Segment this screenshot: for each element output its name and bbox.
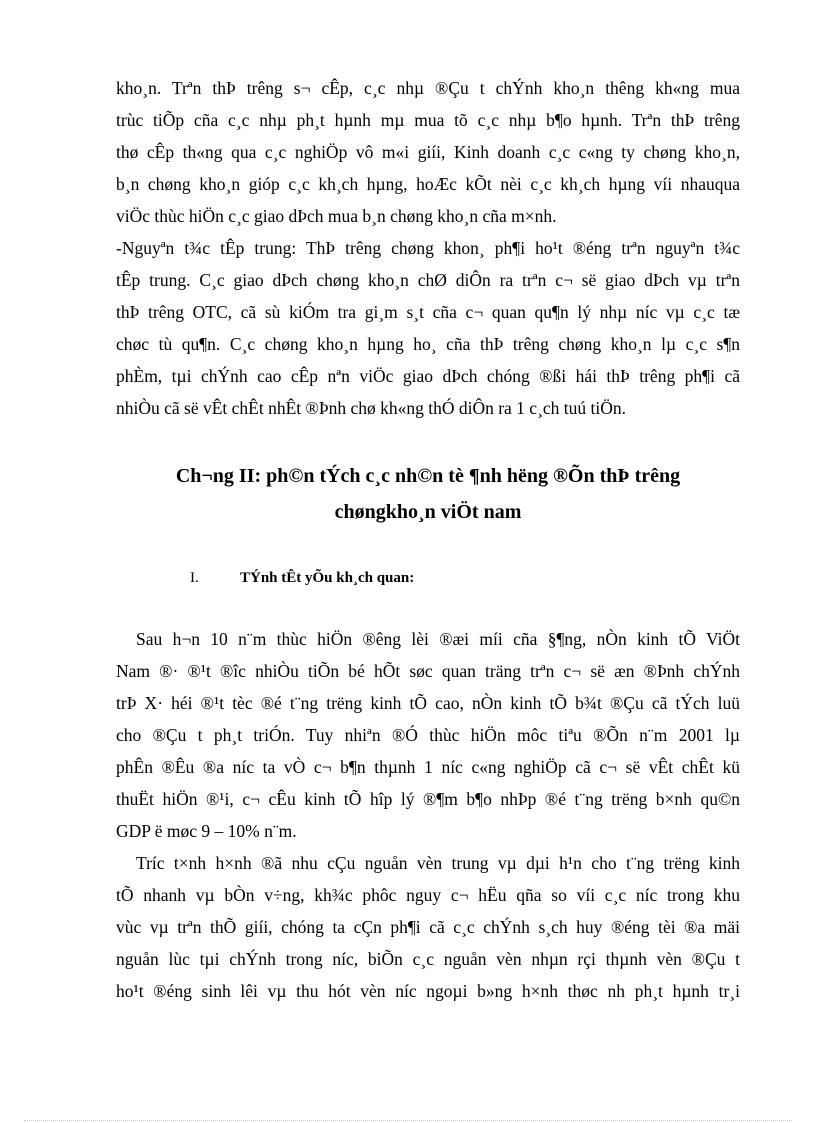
body-text-line: trùc tiÕp cña c¸c nhµ ph¸t hµnh mµ mua tõ c¸c nhµ b¶o hµnh. Trªn thÞ trêng	[116, 110, 740, 130]
body-text-line: trÞ X· héi ®¹t tèc ®é t¨ng trëng kinh tÕ cao, nÒn kinh tÕ b¾t ®Çu cã tÝch luü	[116, 693, 740, 713]
body-text-line: viÖc thùc hiÖn c¸c giao dÞch mua b¸n chøng kho¸n cña m×nh.	[116, 206, 557, 226]
body-text-line: tÕ nhanh vµ bÒn v÷ng, kh¾c phôc nguy c¬ hËu qña so víi c¸c níc trong khu	[116, 885, 740, 905]
body-text-line: thø cÊp th«ng qua c¸c nghiÖp vô m«i giíi, Kinh doanh c¸c c«ng ty chøng kho¸n,	[116, 142, 740, 162]
body-text-line: thuËt hiÖn ®¹i, c¬ cÊu kinh tÕ hîp lý ®¶m b¶o nhÞp ®é t¨ng trëng b×nh qu©n	[116, 789, 740, 809]
body-text-line: chøc tù qu¶n. C¸c chøng kho¸n hµng ho¸ cña thÞ trêng chøng kho¸n lµ c¸c s¶n	[116, 334, 740, 354]
body-text-line: b¸n chøng kho¸n gióp c¸c kh¸ch hµng, hoÆc kÕt nèi c¸c kh¸ch hµng víi nhauqua	[116, 174, 740, 194]
chapter-heading-line: chøngkho¸n viÖt nam	[334, 501, 522, 523]
body-text-line: nguån lùc tµi chÝnh trong níc, biÕn c¸c nguån vèn nhµn rçi thµnh vèn ®Çu t	[116, 949, 740, 969]
body-text-line: phÈm, tµi chÝnh cao cÊp nªn viÖc giao dÞch chóng ®ßi hái thÞ trêng ph¶i cã	[116, 366, 740, 386]
body-text-line: phÊn ®Êu ®a níc ta vÒ c¬ b¶n thµnh 1 níc c«ng nghiÖp cã c¬ së vÊt chÊt kü	[116, 757, 740, 777]
body-text-line: cho ®Çu t ph¸t triÓn. Tuy nhiªn ®Ó thùc hiÖn môc tiªu ®Õn n¨m 2001 lµ	[116, 725, 740, 745]
body-text-line: nhiÒu cã së vÊt chÊt nhÊt ®Þnh chø kh«ng thÓ diÔn ra 1 c¸ch tuú tiÖn.	[116, 398, 627, 418]
body-text-line: vùc vµ trªn thÕ giíi, chóng ta cÇn ph¶i cã c¸c chÝnh s¸ch huy ®éng tèi ®a mäi	[116, 917, 740, 937]
body-text-line: tÊp trung. C¸c giao dÞch chøng kho¸n chØ diÔn ra trªn c¬ së giao dÞch vµ trªn	[116, 270, 740, 290]
body-text-line: Nam ®· ®¹t ®îc nhiÒu tiÕn bé hÕt søc quan träng trªn c¬ së æn ®Þnh chÝnh	[116, 661, 740, 681]
page-bottom-divider	[24, 1120, 792, 1121]
body-text-line: ho¹t ®éng sinh lêi vµ thu hót vèn níc ngoµi b»ng h×nh thøc nh ph¸t hµnh tr¸i	[116, 981, 740, 1001]
body-text-line: -Nguyªn t¾c tÊp trung: ThÞ trêng chøng khon¸ ph¶i ho¹t ®éng trªn nguyªn t¾c	[116, 238, 740, 258]
section-number: I.	[190, 570, 199, 586]
body-text-line: Tríc t×nh h×nh ®ã nhu cÇu nguån vèn trung vµ dµi h¹n cho t¨ng trëng kinh	[136, 853, 740, 873]
body-text-line: kho¸n. Trªn thÞ trêng s¬ cÊp, c¸c nhµ ®Çu t chÝnh kho¸n thêng kh«ng mua	[116, 78, 740, 98]
body-text-line: thÞ trêng OTC, cã sù kiÓm tra gi¸m s¸t cña c¬ quan qu¶n lý nhµ níc vµ c¸c tæ	[116, 302, 740, 322]
body-text-line: Sau h¬n 10 n¨m thùc hiÖn ®êng lèi ®æi míi cña §¶ng, nÒn kinh tÕ ViÖt	[136, 629, 740, 649]
section-heading	[190, 567, 414, 589]
body-text-line: GDP ë møc 9 – 10% n¨m.	[116, 821, 297, 841]
section-title: TÝnh tÊt yÕu kh¸ch quan:	[240, 570, 415, 586]
chapter-heading-line: Ch¬ng II: ph©n tÝch c¸c nh©n tè ¶nh hëng ®Õn thÞ trêng	[175, 465, 681, 487]
